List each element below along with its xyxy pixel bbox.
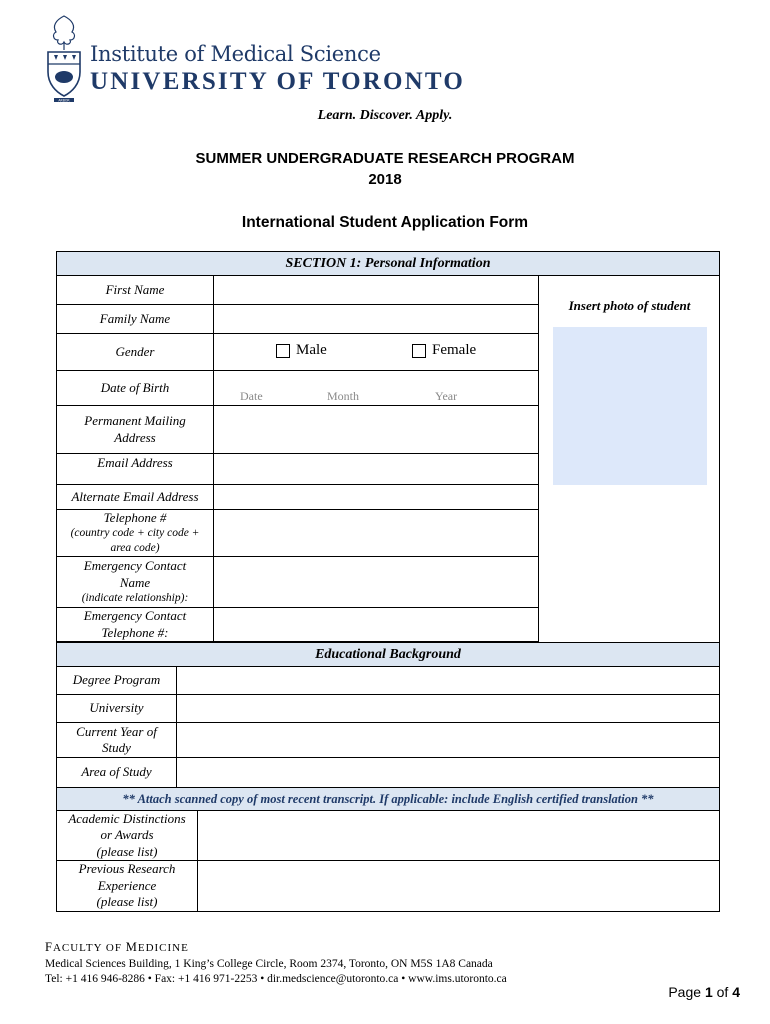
page-title — [0, 148, 770, 190]
degree-label: Degree Program — [57, 667, 177, 694]
research-row — [57, 861, 719, 911]
form-subtitle: International Student Application Form — [241, 214, 529, 231]
institute-name: Institute of Medical Science — [90, 42, 381, 66]
application-form — [56, 251, 720, 912]
page-of: of — [712, 984, 733, 1000]
email-row — [57, 454, 538, 485]
faculty-rest: ACULTY OF — [52, 942, 126, 954]
mailing-address-input[interactable] — [214, 406, 538, 453]
family-name-label: Family Name — [57, 305, 214, 333]
university-input[interactable] — [177, 695, 719, 722]
telephone-hint-line2: area code) — [110, 542, 160, 555]
research-label-line3: (please list) — [96, 894, 158, 910]
degree-row — [57, 667, 719, 695]
faculty-f: F — [45, 940, 53, 954]
study-year-label — [57, 723, 177, 757]
faculty-rest2: EDICINE — [137, 942, 189, 954]
gender-row — [57, 334, 538, 371]
title-line-2: 2018 — [368, 171, 402, 188]
transcript-note: ** Attach scanned copy of most recent transcript. If applicable: include English certified translation ** — [57, 788, 719, 811]
degree-input[interactable] — [177, 667, 719, 694]
research-label-line1: Previous Research — [78, 861, 176, 877]
awards-label-line3: (please list) — [96, 843, 158, 859]
alt-email-input[interactable] — [214, 485, 538, 509]
first-name-row — [57, 276, 538, 305]
university-name: UNIVERSITY OF TORONTO — [90, 68, 465, 95]
photo-label: Insert photo of student — [568, 298, 691, 313]
university-row — [57, 695, 719, 723]
first-name-input[interactable] — [214, 276, 538, 304]
study-year-label-line2: Study — [102, 740, 131, 755]
alt-email-row — [57, 485, 538, 510]
first-name-label: First Name — [57, 276, 214, 304]
page-total: 4 — [732, 984, 740, 1000]
awards-label — [57, 811, 198, 860]
page-label: Page — [668, 984, 705, 1000]
mailing-address-label — [57, 406, 214, 453]
footer-contact: Tel: +1 416 946-8286 • Fax: +1 416 971-2253 • dir.medscience@utoronto.ca • www.ims.utoronto.ca — [45, 973, 507, 985]
footer-address: Medical Sciences Building, 1 King’s College Circle, Room 2374, Toronto, ON M5S 1A8 Canada — [45, 958, 493, 970]
emergency-name-label-line2: Name — [119, 574, 151, 590]
photo-column — [538, 276, 719, 642]
telephone-label — [57, 510, 214, 556]
family-name-input[interactable] — [214, 305, 538, 333]
mailing-address-label-line1: Permanent Mailing — [84, 413, 186, 428]
awards-input[interactable] — [198, 811, 719, 860]
page-current: 1 — [704, 984, 713, 1000]
telephone-hint-line1: (country code + city code + — [70, 527, 200, 540]
footer — [45, 940, 745, 987]
emergency-name-label — [57, 557, 214, 607]
emergency-phone-row — [57, 608, 538, 642]
research-label-line2: Experience — [97, 877, 157, 893]
female-checkbox[interactable] — [412, 344, 426, 358]
emergency-phone-input[interactable] — [214, 608, 538, 641]
education-header: Educational Background — [57, 643, 719, 667]
female-label: Female — [432, 342, 477, 358]
male-label: Male — [296, 342, 327, 358]
area-of-study-row — [57, 758, 719, 788]
telephone-input[interactable] — [214, 510, 538, 556]
mailing-address-label-line2: Address — [114, 429, 156, 445]
email-input[interactable] — [214, 454, 538, 484]
gender-label: Gender — [57, 334, 214, 370]
section1-header: SECTION 1: Personal Information — [57, 252, 719, 276]
dob-date-hint: Date — [240, 389, 263, 403]
mailing-address-row — [57, 406, 538, 454]
study-year-input[interactable] — [177, 723, 719, 757]
area-of-study-label: Area of Study — [57, 758, 177, 787]
tagline: Learn. Discover. Apply. — [317, 108, 453, 123]
emergency-phone-label-line2: Telephone #: — [101, 624, 169, 640]
faculty-name — [45, 940, 745, 956]
emergency-name-label-line1: Emergency Contact — [83, 558, 187, 573]
telephone-label-text: Telephone # — [103, 509, 167, 525]
dob-year-hint: Year — [435, 389, 458, 403]
dob-label: Date of Birth — [57, 371, 214, 405]
gender-options — [214, 334, 538, 370]
emergency-name-input[interactable] — [214, 557, 538, 607]
emergency-name-row — [57, 557, 538, 608]
awards-label-line2: or Awards — [100, 827, 154, 843]
photo-upload-area[interactable] — [553, 327, 707, 485]
family-name-row — [57, 305, 538, 334]
dob-month-hint: Month — [327, 389, 360, 403]
emergency-phone-label — [57, 608, 214, 641]
faculty-m: M — [125, 940, 138, 954]
dob-input[interactable] — [214, 371, 538, 405]
university-crest-icon — [44, 14, 84, 102]
research-input[interactable] — [198, 861, 719, 911]
study-year-row — [57, 723, 719, 758]
awards-label-line1: Academic Distinctions — [68, 810, 186, 826]
awards-row — [57, 811, 719, 861]
emergency-name-hint: (indicate relationship): — [81, 592, 189, 604]
alt-email-label: Alternate Email Address — [57, 485, 214, 509]
male-checkbox[interactable] — [276, 344, 290, 358]
emergency-phone-label-line1: Emergency Contact — [83, 608, 187, 623]
dob-row — [57, 371, 538, 406]
title-line-1: SUMMER UNDERGRADUATE RESEARCH PROGRAM — [195, 150, 575, 167]
header — [44, 14, 465, 104]
email-label: Email Address — [57, 454, 214, 484]
crest-motto: ARBOR — [58, 98, 70, 102]
university-label: University — [57, 695, 177, 722]
telephone-row — [57, 510, 538, 557]
study-year-label-line1: Current Year of — [76, 723, 157, 739]
research-label — [57, 861, 198, 911]
area-of-study-input[interactable] — [177, 758, 719, 787]
page-number — [668, 984, 740, 1000]
